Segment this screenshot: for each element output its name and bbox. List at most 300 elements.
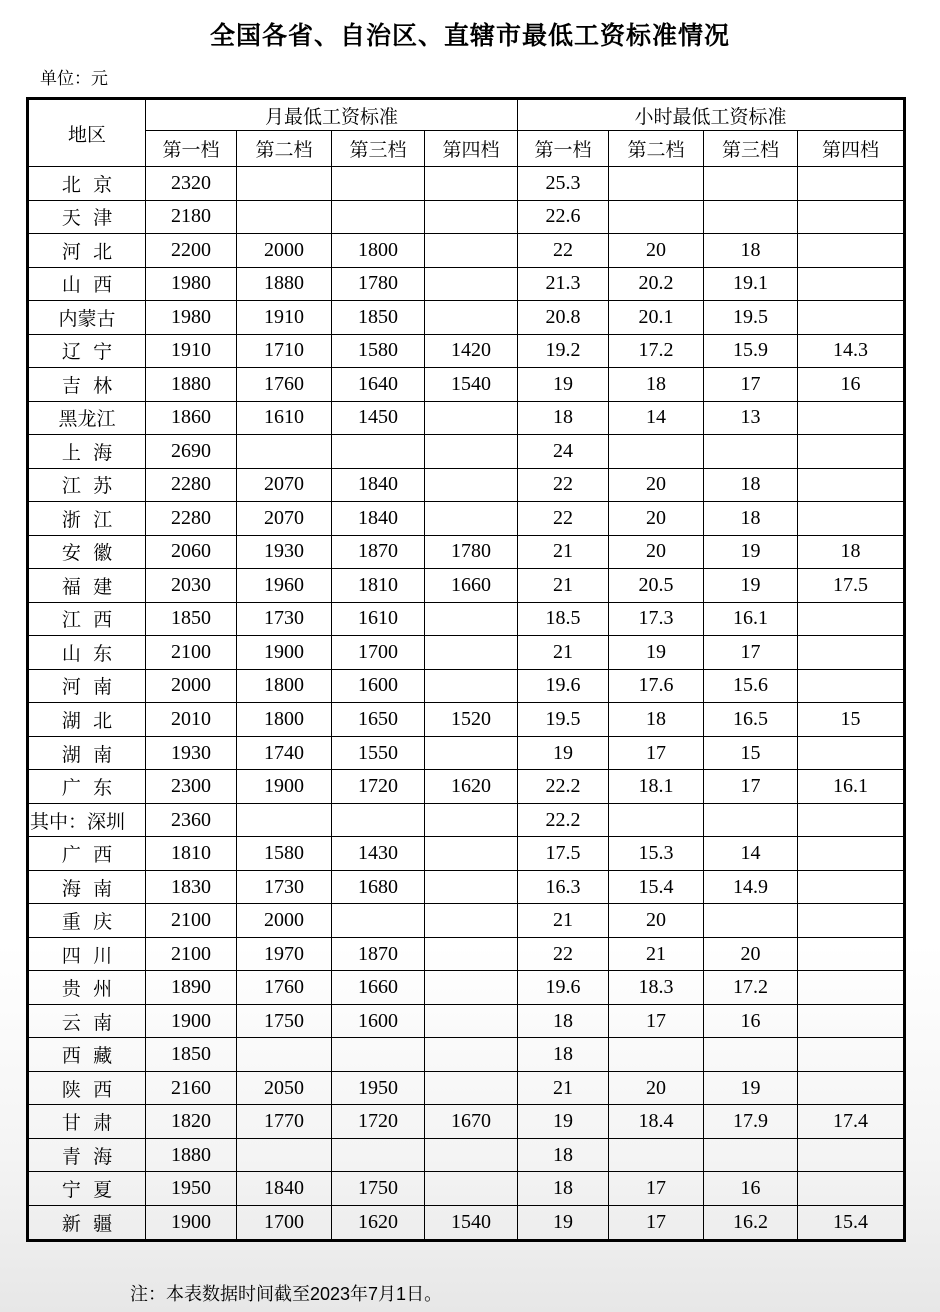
tier-header-hourly-1: 第一档 [518, 131, 609, 167]
hourly-tier3-cell: 14.9 [704, 870, 798, 904]
region-cell: 湖 北 [28, 703, 146, 737]
monthly-tier3-cell: 1550 [332, 736, 425, 770]
hourly-tier1-cell: 16.3 [518, 870, 609, 904]
hourly-tier2-cell: 17.6 [609, 669, 704, 703]
monthly-tier3-cell [332, 200, 425, 234]
hourly-tier3-cell [704, 200, 798, 234]
tier-header-row [28, 131, 905, 167]
tier-header-monthly-2: 第二档 [237, 131, 332, 167]
hourly-tier3-cell: 16.1 [704, 602, 798, 636]
hourly-tier3-cell: 19 [704, 569, 798, 603]
region-cell: 甘 肃 [28, 1105, 146, 1139]
hourly-tier2-cell [609, 803, 704, 837]
monthly-tier2-cell [237, 1038, 332, 1072]
hourly-tier2-cell: 15.3 [609, 837, 704, 871]
hourly-tier4-cell: 14.3 [798, 334, 905, 368]
tier-header-monthly-4: 第四档 [425, 131, 518, 167]
monthly-tier3-cell: 1650 [332, 703, 425, 737]
hourly-tier2-cell: 21 [609, 937, 704, 971]
hourly-tier2-cell: 17.3 [609, 602, 704, 636]
monthly-tier2-cell: 2000 [237, 234, 332, 268]
region-cell: 河 南 [28, 669, 146, 703]
hourly-tier2-cell: 18.3 [609, 971, 704, 1005]
hourly-tier3-cell: 16 [704, 1172, 798, 1206]
hourly-tier3-cell: 16.2 [704, 1205, 798, 1240]
region-cell: 宁 夏 [28, 1172, 146, 1206]
region-cell: 辽 宁 [28, 334, 146, 368]
unit-label: 单位：元 [40, 69, 108, 88]
monthly-tier3-cell: 1660 [332, 971, 425, 1005]
hourly-tier1-cell: 17.5 [518, 837, 609, 871]
region-cell: 陕 西 [28, 1071, 146, 1105]
monthly-tier4-cell [425, 234, 518, 268]
hourly-tier4-cell [798, 669, 905, 703]
monthly-tier2-cell [237, 167, 332, 201]
hourly-tier1-cell: 21 [518, 1071, 609, 1105]
hourly-tier4-cell [798, 502, 905, 536]
monthly-tier1-cell: 2360 [146, 803, 237, 837]
monthly-tier3-cell [332, 1038, 425, 1072]
hourly-tier2-cell: 20 [609, 502, 704, 536]
hourly-tier4-cell [798, 401, 905, 435]
region-cell: 广 西 [28, 837, 146, 871]
monthly-tier3-cell: 1680 [332, 870, 425, 904]
region-cell: 天 津 [28, 200, 146, 234]
monthly-tier1-cell: 1890 [146, 971, 237, 1005]
monthly-tier1-cell: 2690 [146, 435, 237, 469]
hourly-tier3-cell: 19 [704, 1071, 798, 1105]
table-note: 注：本表数据时间截至2023年7月1日。 [130, 1284, 443, 1304]
region-cell: 吉 林 [28, 368, 146, 402]
monthly-tier4-cell [425, 301, 518, 335]
monthly-tier2-cell: 2000 [237, 904, 332, 938]
monthly-tier1-cell: 1950 [146, 1172, 237, 1206]
monthly-tier3-cell: 1750 [332, 1172, 425, 1206]
hourly-tier4-cell [798, 870, 905, 904]
table-row [28, 602, 905, 636]
monthly-tier1-cell: 1880 [146, 368, 237, 402]
tier-header-monthly-3: 第三档 [332, 131, 425, 167]
monthly-tier3-cell [332, 435, 425, 469]
monthly-tier4-cell: 1420 [425, 334, 518, 368]
hourly-tier3-cell: 18 [704, 234, 798, 268]
hourly-tier1-cell: 21 [518, 904, 609, 938]
hourly-tier1-cell: 18 [518, 401, 609, 435]
table-row [28, 468, 905, 502]
region-cell: 贵 州 [28, 971, 146, 1005]
region-cell: 四 川 [28, 937, 146, 971]
table-row [28, 569, 905, 603]
monthly-tier3-cell: 1580 [332, 334, 425, 368]
monthly-tier2-cell: 1960 [237, 569, 332, 603]
monthly-tier4-cell [425, 904, 518, 938]
hourly-tier2-cell: 20.1 [609, 301, 704, 335]
monthly-tier2-cell: 1710 [237, 334, 332, 368]
monthly-tier4-cell: 1670 [425, 1105, 518, 1139]
monthly-tier1-cell: 2000 [146, 669, 237, 703]
hourly-tier2-cell: 20.5 [609, 569, 704, 603]
monthly-tier2-cell: 2070 [237, 468, 332, 502]
region-cell: 内蒙古 [28, 301, 146, 335]
monthly-tier3-cell: 1870 [332, 535, 425, 569]
table-row [28, 770, 905, 804]
hourly-tier3-cell [704, 1138, 798, 1172]
monthly-tier2-cell [237, 803, 332, 837]
monthly-tier2-cell: 1840 [237, 1172, 332, 1206]
monthly-tier4-cell: 1540 [425, 1205, 518, 1240]
table-row [28, 234, 905, 268]
monthly-tier4-cell [425, 837, 518, 871]
hourly-tier4-cell [798, 1071, 905, 1105]
table-row [28, 401, 905, 435]
hourly-tier1-cell: 25.3 [518, 167, 609, 201]
table-row [28, 636, 905, 670]
hourly-tier1-cell: 22.6 [518, 200, 609, 234]
hourly-tier2-cell: 20 [609, 1071, 704, 1105]
hourly-tier1-cell: 22 [518, 234, 609, 268]
monthly-tier2-cell: 1880 [237, 267, 332, 301]
hourly-tier1-cell: 19 [518, 736, 609, 770]
table-row [28, 1004, 905, 1038]
table-row [28, 703, 905, 737]
hourly-tier2-cell: 17 [609, 1205, 704, 1240]
monthly-tier1-cell: 2030 [146, 569, 237, 603]
hourly-tier4-cell [798, 971, 905, 1005]
monthly-tier2-cell: 1750 [237, 1004, 332, 1038]
monthly-tier1-cell: 1880 [146, 1138, 237, 1172]
hourly-tier2-cell: 18 [609, 368, 704, 402]
monthly-tier1-cell: 2280 [146, 468, 237, 502]
region-cell: 重 庆 [28, 904, 146, 938]
region-cell: 江 西 [28, 602, 146, 636]
monthly-tier1-cell: 2100 [146, 904, 237, 938]
hourly-tier2-cell [609, 200, 704, 234]
table-row [28, 368, 905, 402]
hourly-tier1-cell: 18 [518, 1172, 609, 1206]
monthly-tier2-cell: 1580 [237, 837, 332, 871]
hourly-tier4-cell [798, 803, 905, 837]
monthly-tier2-cell: 1900 [237, 770, 332, 804]
monthly-tier1-cell: 1900 [146, 1205, 237, 1240]
hourly-tier4-cell: 17.5 [798, 569, 905, 603]
hourly-tier2-cell: 18.4 [609, 1105, 704, 1139]
monthly-tier1-cell: 2300 [146, 770, 237, 804]
monthly-tier3-cell: 1610 [332, 602, 425, 636]
monthly-tier4-cell [425, 937, 518, 971]
hourly-tier1-cell: 19 [518, 1205, 609, 1240]
monthly-tier2-cell: 1910 [237, 301, 332, 335]
monthly-tier2-cell: 1730 [237, 602, 332, 636]
hourly-tier2-cell: 17 [609, 1172, 704, 1206]
monthly-header: 月最低工资标准 [146, 99, 518, 131]
monthly-tier2-cell: 2070 [237, 502, 332, 536]
hourly-tier1-cell: 19.6 [518, 669, 609, 703]
hourly-tier2-cell [609, 435, 704, 469]
hourly-tier4-cell: 15 [798, 703, 905, 737]
region-cell: 其中：深圳 [28, 803, 146, 837]
monthly-tier1-cell: 1820 [146, 1105, 237, 1139]
monthly-tier4-cell [425, 468, 518, 502]
group-header-row [28, 99, 905, 131]
monthly-tier3-cell: 1600 [332, 1004, 425, 1038]
hourly-tier3-cell: 15.9 [704, 334, 798, 368]
monthly-tier4-cell [425, 870, 518, 904]
hourly-tier3-cell: 18 [704, 502, 798, 536]
hourly-tier3-cell [704, 904, 798, 938]
table-row [28, 267, 905, 301]
hourly-tier3-cell: 14 [704, 837, 798, 871]
hourly-tier2-cell: 19 [609, 636, 704, 670]
monthly-tier2-cell: 1900 [237, 636, 332, 670]
hourly-tier1-cell: 21 [518, 636, 609, 670]
hourly-tier4-cell [798, 1038, 905, 1072]
monthly-tier3-cell: 1850 [332, 301, 425, 335]
monthly-tier1-cell: 1810 [146, 837, 237, 871]
hourly-tier1-cell: 24 [518, 435, 609, 469]
monthly-tier2-cell: 1740 [237, 736, 332, 770]
table-row [28, 803, 905, 837]
hourly-tier4-cell [798, 234, 905, 268]
hourly-tier2-cell: 20 [609, 535, 704, 569]
monthly-tier2-cell: 1970 [237, 937, 332, 971]
monthly-tier2-cell: 1800 [237, 703, 332, 737]
hourly-tier1-cell: 22 [518, 937, 609, 971]
monthly-tier2-cell: 2050 [237, 1071, 332, 1105]
hourly-tier3-cell: 17 [704, 770, 798, 804]
hourly-tier4-cell [798, 937, 905, 971]
monthly-tier1-cell: 1910 [146, 334, 237, 368]
hourly-tier1-cell: 22 [518, 502, 609, 536]
table-row [28, 971, 905, 1005]
monthly-tier4-cell [425, 602, 518, 636]
monthly-tier4-cell: 1660 [425, 569, 518, 603]
region-cell: 山 东 [28, 636, 146, 670]
region-cell: 广 东 [28, 770, 146, 804]
monthly-tier1-cell: 1850 [146, 1038, 237, 1072]
hourly-tier1-cell: 21 [518, 535, 609, 569]
monthly-tier4-cell [425, 1071, 518, 1105]
monthly-tier4-cell [425, 669, 518, 703]
hourly-tier3-cell: 18 [704, 468, 798, 502]
monthly-tier1-cell: 1860 [146, 401, 237, 435]
hourly-tier1-cell: 22 [518, 468, 609, 502]
hourly-tier2-cell [609, 1138, 704, 1172]
monthly-tier2-cell: 1760 [237, 368, 332, 402]
monthly-tier4-cell [425, 1172, 518, 1206]
hourly-tier4-cell [798, 602, 905, 636]
hourly-tier2-cell: 17 [609, 736, 704, 770]
hourly-tier2-cell: 18 [609, 703, 704, 737]
hourly-tier1-cell: 19.5 [518, 703, 609, 737]
hourly-tier1-cell: 19.6 [518, 971, 609, 1005]
hourly-tier2-cell: 20 [609, 904, 704, 938]
table-row [28, 1138, 905, 1172]
region-cell: 安 徽 [28, 535, 146, 569]
region-cell: 福 建 [28, 569, 146, 603]
monthly-tier3-cell: 1800 [332, 234, 425, 268]
hourly-tier4-cell [798, 301, 905, 335]
hourly-tier1-cell: 19 [518, 1105, 609, 1139]
hourly-tier1-cell: 18.5 [518, 602, 609, 636]
monthly-tier3-cell: 1950 [332, 1071, 425, 1105]
monthly-tier2-cell: 1930 [237, 535, 332, 569]
hourly-header: 小时最低工资标准 [518, 99, 905, 131]
region-cell: 湖 南 [28, 736, 146, 770]
hourly-tier4-cell [798, 200, 905, 234]
hourly-tier2-cell: 20.2 [609, 267, 704, 301]
monthly-tier2-cell [237, 1138, 332, 1172]
monthly-tier2-cell: 1700 [237, 1205, 332, 1240]
hourly-tier4-cell [798, 837, 905, 871]
hourly-tier2-cell: 14 [609, 401, 704, 435]
region-cell: 青 海 [28, 1138, 146, 1172]
table-row [28, 1038, 905, 1072]
hourly-tier4-cell [798, 1004, 905, 1038]
hourly-tier1-cell: 19 [518, 368, 609, 402]
hourly-tier1-cell: 18 [518, 1138, 609, 1172]
hourly-tier1-cell: 19.2 [518, 334, 609, 368]
region-cell: 河 北 [28, 234, 146, 268]
monthly-tier4-cell [425, 803, 518, 837]
hourly-tier3-cell [704, 1038, 798, 1072]
monthly-tier2-cell: 1610 [237, 401, 332, 435]
region-cell: 山 西 [28, 267, 146, 301]
hourly-tier3-cell: 15.6 [704, 669, 798, 703]
wage-table [26, 97, 906, 1242]
monthly-tier1-cell: 2200 [146, 234, 237, 268]
hourly-tier4-cell: 17.4 [798, 1105, 905, 1139]
table-row [28, 167, 905, 201]
table-row [28, 669, 905, 703]
region-cell: 浙 江 [28, 502, 146, 536]
monthly-tier1-cell: 2160 [146, 1071, 237, 1105]
table-row [28, 837, 905, 871]
monthly-tier3-cell: 1600 [332, 669, 425, 703]
hourly-tier1-cell: 20.8 [518, 301, 609, 335]
hourly-tier3-cell: 15 [704, 736, 798, 770]
hourly-tier2-cell: 20 [609, 468, 704, 502]
monthly-tier3-cell: 1780 [332, 267, 425, 301]
monthly-tier3-cell: 1840 [332, 468, 425, 502]
monthly-tier1-cell: 2060 [146, 535, 237, 569]
monthly-tier3-cell [332, 803, 425, 837]
table-row [28, 535, 905, 569]
region-cell: 北 京 [28, 167, 146, 201]
table-row [28, 1172, 905, 1206]
monthly-tier3-cell [332, 1138, 425, 1172]
monthly-tier1-cell: 1850 [146, 602, 237, 636]
hourly-tier4-cell [798, 1172, 905, 1206]
monthly-tier1-cell: 2320 [146, 167, 237, 201]
monthly-tier1-cell: 1930 [146, 736, 237, 770]
table-row [28, 334, 905, 368]
table-body [28, 167, 905, 1241]
monthly-tier4-cell [425, 267, 518, 301]
monthly-tier4-cell [425, 401, 518, 435]
monthly-tier4-cell: 1520 [425, 703, 518, 737]
monthly-tier4-cell [425, 200, 518, 234]
monthly-tier1-cell: 2100 [146, 937, 237, 971]
hourly-tier2-cell [609, 1038, 704, 1072]
monthly-tier4-cell [425, 502, 518, 536]
monthly-tier4-cell [425, 736, 518, 770]
region-cell: 云 南 [28, 1004, 146, 1038]
tier-header-hourly-2: 第二档 [609, 131, 704, 167]
monthly-tier1-cell: 1830 [146, 870, 237, 904]
hourly-tier3-cell: 17.9 [704, 1105, 798, 1139]
table-row [28, 1105, 905, 1139]
monthly-tier4-cell [425, 1138, 518, 1172]
monthly-tier1-cell: 1900 [146, 1004, 237, 1038]
monthly-tier4-cell [425, 1038, 518, 1072]
hourly-tier3-cell: 16.5 [704, 703, 798, 737]
tier-header-monthly-1: 第一档 [146, 131, 237, 167]
table-row [28, 200, 905, 234]
hourly-tier1-cell: 18 [518, 1004, 609, 1038]
hourly-tier1-cell: 18 [518, 1038, 609, 1072]
table-row [28, 1205, 905, 1240]
hourly-tier4-cell [798, 435, 905, 469]
hourly-tier3-cell: 17 [704, 636, 798, 670]
monthly-tier2-cell [237, 200, 332, 234]
monthly-tier3-cell: 1700 [332, 636, 425, 670]
table-row [28, 736, 905, 770]
monthly-tier4-cell: 1780 [425, 535, 518, 569]
region-cell: 海 南 [28, 870, 146, 904]
hourly-tier3-cell [704, 167, 798, 201]
monthly-tier3-cell [332, 167, 425, 201]
page-title: 全国各省、自治区、直辖市最低工资标准情况 [209, 22, 730, 50]
hourly-tier3-cell: 19 [704, 535, 798, 569]
monthly-tier4-cell [425, 971, 518, 1005]
hourly-tier4-cell [798, 267, 905, 301]
monthly-tier1-cell: 2100 [146, 636, 237, 670]
region-header: 地区 [28, 99, 146, 167]
region-cell: 上 海 [28, 435, 146, 469]
hourly-tier4-cell [798, 736, 905, 770]
monthly-tier2-cell: 1800 [237, 669, 332, 703]
monthly-tier3-cell: 1840 [332, 502, 425, 536]
monthly-tier1-cell: 2010 [146, 703, 237, 737]
monthly-tier3-cell: 1870 [332, 937, 425, 971]
hourly-tier3-cell: 20 [704, 937, 798, 971]
region-cell: 黑龙江 [28, 401, 146, 435]
monthly-tier2-cell: 1730 [237, 870, 332, 904]
hourly-tier2-cell: 20 [609, 234, 704, 268]
region-cell: 江 苏 [28, 468, 146, 502]
hourly-tier4-cell: 18 [798, 535, 905, 569]
table-row [28, 502, 905, 536]
table-row [28, 301, 905, 335]
hourly-tier2-cell: 18.1 [609, 770, 704, 804]
monthly-tier4-cell: 1540 [425, 368, 518, 402]
tier-header-hourly-3: 第三档 [704, 131, 798, 167]
table-row [28, 435, 905, 469]
monthly-tier1-cell: 2180 [146, 200, 237, 234]
monthly-tier3-cell: 1810 [332, 569, 425, 603]
table-row [28, 1071, 905, 1105]
hourly-tier4-cell: 15.4 [798, 1205, 905, 1240]
monthly-tier3-cell: 1640 [332, 368, 425, 402]
monthly-tier2-cell: 1770 [237, 1105, 332, 1139]
monthly-tier1-cell: 1980 [146, 301, 237, 335]
hourly-tier3-cell: 17 [704, 368, 798, 402]
monthly-tier4-cell [425, 435, 518, 469]
hourly-tier1-cell: 21 [518, 569, 609, 603]
hourly-tier3-cell [704, 435, 798, 469]
tier-header-hourly-4: 第四档 [798, 131, 905, 167]
monthly-tier3-cell: 1430 [332, 837, 425, 871]
